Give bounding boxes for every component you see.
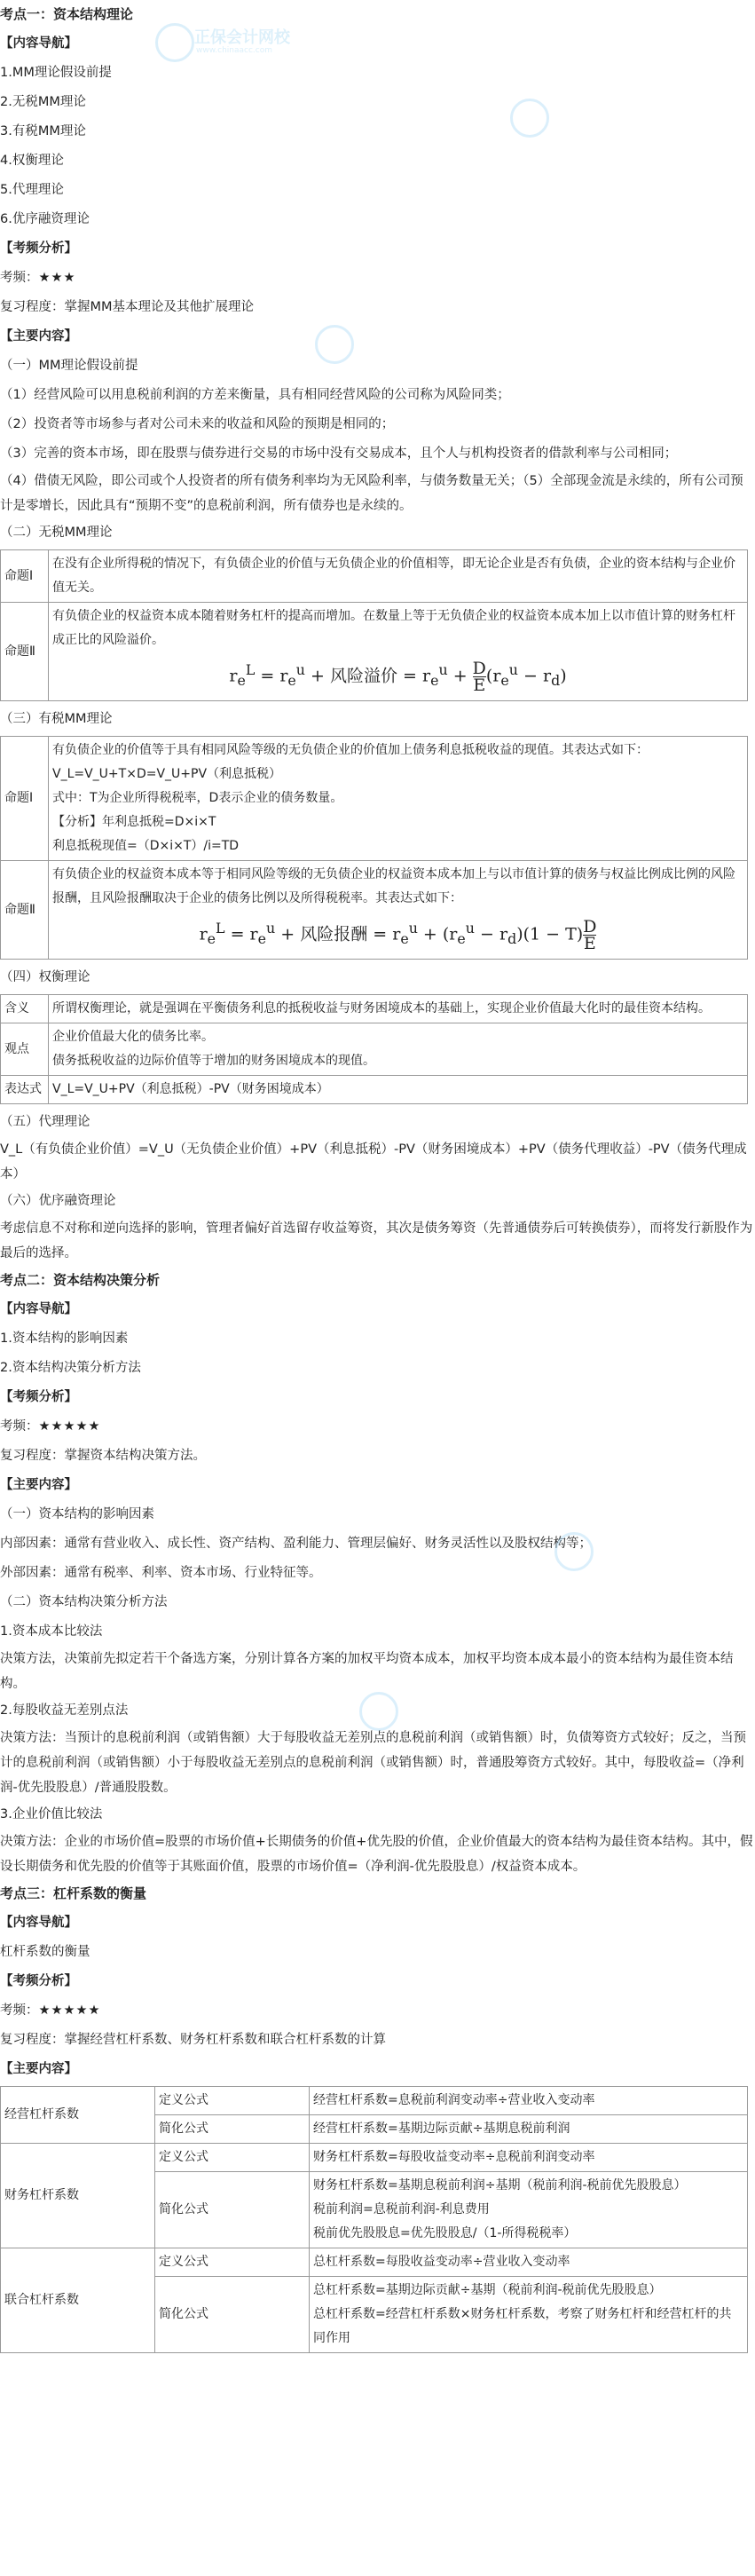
paragraph: 考虑信息不对称和逆向选择的影响，管理者偏好首选留存收益筹资，其次是债务筹资（先普通债券后可转换债券），而将发行新股作为最后的选择。 (0, 1221, 753, 1261)
review-level: 复习程度：掌握资本结构决策方法。 (0, 1449, 206, 1464)
frequency-stars: ★★★ (38, 271, 76, 285)
section-title: 考点一：资本结构理论 (0, 6, 134, 22)
nav-heading: 【内容导航】 (0, 1916, 77, 1931)
formula: $r_e^L = r_e^u$ + 风险报酬 = $r_e^u + (r_e^u - r_d)(1 - T)$ $\frac{D}{E}$ (199, 916, 597, 953)
subheading: （四）权衡理论 (0, 970, 90, 985)
table-cell (49, 1023, 748, 1076)
table-cell-label: 命题Ⅱ (1, 861, 49, 960)
line: 财务杠杆系数=基期息税前利润÷基期（税前利润-税前优先股股息） (313, 2178, 687, 2193)
section-title: 考点二：资本结构决策分析 (0, 1272, 161, 1289)
table-cell: 定义公式 (155, 2248, 310, 2277)
table-cell (49, 603, 748, 701)
paragraph: 决策方法，决策前先拟定若干个备选方案，分别计算各方案的加权平均资本成本，加权平均资本成本最小的资本结构为最佳资本结构。 (0, 1652, 734, 1692)
frequency-stars: ★★★★★ (38, 1419, 101, 1434)
exam-heading: 【考频分析】 (0, 1390, 77, 1405)
table-cell-label: 命题Ⅱ (1, 603, 49, 701)
frequency (0, 1996, 755, 2026)
table-row (1, 2144, 748, 2172)
table-cell: 在没有企业所得税的情况下，有负债企业的价值与无负债企业的价值相等，即无论企业是否有负债，企业的资本结构与企业价值无关。 (49, 550, 748, 603)
subheading: （三）有税MM理论 (0, 712, 113, 727)
frequency (0, 264, 755, 293)
formula: $r_e^L = r_e^u$ + 风险溢价 = $r_e^u$ + $\frac{D}{E}$ $(r_e^u - r_d)$ (229, 658, 567, 695)
assumption: （1）经营风险可以用息税前利润的方差来衡量，具有相同经营风险的公司称为风险同类； (0, 388, 510, 402)
table-cell-label: 含义 (1, 995, 49, 1023)
line: 利息抵税现值=（D×i×T）/i=TD (52, 839, 240, 854)
table-cell: 总杠杆系数=每股收益变动率÷营业收入变动率 (310, 2248, 748, 2277)
table-row (1, 550, 748, 603)
frequency (0, 1412, 755, 1442)
line: 有负债企业的价值等于具有相同风险等级的无负债企业的价值加上债务利息抵税收益的现值。其表达式如下： (52, 743, 649, 758)
subheading: （一）MM理论假设前提 (0, 359, 138, 373)
line: 税前利润=息税前利润-利息费用 (313, 2202, 490, 2217)
proposition-text: 有负债企业的权益资本成本随着财务杠杆的提高而增加。在数量上等于无负债企业的权益资本成本加上以市值计算的财务杠杆成正比的风险溢价。 (52, 609, 735, 647)
table-cell (49, 861, 748, 960)
table-cell-label: 联合杠杆系数 (1, 2248, 155, 2353)
subheading: （一）资本结构的影响因素 (0, 1507, 154, 1522)
table-cell (49, 737, 748, 861)
review-level: 复习程度：掌握MM基本理论及其他扩展理论 (0, 300, 255, 314)
paragraph: 决策方法：当预计的息税前利润（或销售额）大于每股收益无差别点的息税前利润（或销售额）时，负债筹资方式较好；反之，当预计的息税前利润（或销售额）小于每股收益无差别点的息税前利润（或销售额）时，普通股筹资方式较好。其中，每股收益=（净利润-优先股股息）/普通股股数。 (0, 1731, 746, 1796)
subheading: （二）无税MM理论 (0, 525, 113, 540)
paragraph: 内部因素：通常有营业收入、成长性、资产结构、盈利能力、管理层偏好、财务灵活性以及股权结构等； (0, 1537, 592, 1552)
table-cell-label: 命题Ⅰ (1, 737, 49, 861)
subheading: （五）代理理论 (0, 1115, 90, 1130)
table-cell: 经营杠杆系数=基期边际贡献÷基期息税前利润 (310, 2115, 748, 2144)
main-heading: 【主要内容】 (0, 1478, 77, 1493)
nav-heading: 【内容导航】 (0, 1302, 77, 1317)
proposition-text: 有负债企业的权益资本成本等于相同风险等级的无负债企业的权益资本成本加上与以市值计算的债务与权益比例成比例的风险报酬，且风险报酬取决于企业的债务比例以及所得税税率。其表达式如下： (52, 867, 735, 906)
nav-heading: 【内容导航】 (0, 36, 77, 51)
watermark-url: www.chinaacc.com (196, 46, 272, 55)
nav-item: 4.权衡理论 (0, 154, 64, 168)
line: 式中：T为企业所得税税率，D表示企业的债务数量。 (52, 791, 343, 806)
table-row (1, 1076, 748, 1104)
line: 总杠杆系数=基期边际贡献÷基期（税前利润-税前优先股股息） (313, 2283, 662, 2298)
table-cell-label: 命题Ⅰ (1, 550, 49, 603)
leverage-table (0, 2086, 748, 2353)
subheading: 2.每股收益无差别点法 (0, 1703, 129, 1719)
table-row (1, 995, 748, 1023)
table-cell: 所谓权衡理论，就是强调在平衡债务利息的抵税收益与财务困境成本的基础上，实现企业价值最大化时的最佳资本结构。 (49, 995, 748, 1023)
table-cell: 简化公式 (155, 2115, 310, 2144)
paragraph: 外部因素：通常有税率、利率、资本市场、行业特征等。 (0, 1566, 322, 1581)
table-cell: 简化公式 (155, 2277, 310, 2353)
nav-item: 3.有税MM理论 (0, 124, 86, 138)
section-title: 考点三：杠杆系数的衡量 (0, 1885, 147, 1902)
nav-item: 6.优序融资理论 (0, 212, 90, 226)
line: 债务抵税收益的边际价值等于增加的财务困境成本的现值。 (52, 1054, 375, 1069)
subheading: （六）优序融资理论 (0, 1194, 116, 1209)
table-row (1, 2087, 748, 2115)
frequency-stars: ★★★★★ (38, 2003, 101, 2019)
line: 税前优先股股息=优先股股息/（1-所得税税率） (313, 2226, 577, 2241)
table-cell: 简化公式 (155, 2172, 310, 2248)
table-cell: 经营杠杆系数=息税前利润变动率÷营业收入变动率 (310, 2087, 748, 2115)
nav-item: 2.无税MM理论 (0, 95, 86, 109)
line: 企业价值最大化的债务比率。 (52, 1030, 214, 1045)
tradeoff-table (0, 994, 748, 1104)
nav-item: 5.代理理论 (0, 183, 64, 197)
tax-table (0, 736, 748, 960)
nav-item: 1.MM理论假设前提 (0, 66, 112, 80)
watermark-text: 正保会计网校 (194, 28, 290, 47)
nav-item: 1.资本结构的影响因素 (0, 1331, 129, 1347)
line: 【分析】年利息抵税=D×i×T (52, 815, 216, 830)
main-heading: 【主要内容】 (0, 329, 77, 344)
review-level: 复习程度：掌握经营杠杆系数、财务杠杆系数和联合杠杆系数的计算 (0, 2033, 386, 2048)
line: V_L=V_U+T×D=V_U+PV（利息抵税） (52, 767, 282, 782)
table-row (1, 2248, 748, 2277)
table-cell-label: 经营杠杆系数 (1, 2087, 155, 2144)
table-cell: 定义公式 (155, 2087, 310, 2115)
subheading: 3.企业价值比较法 (0, 1807, 103, 1822)
paragraph: V_L（有负债企业价值）=V_U（无负债企业价值）+PV（利息抵税）-PV（财务困境成本）+PV（债务代理收益）-PV（债务代理成本） (0, 1142, 747, 1182)
frequency-label: 考频： (0, 1419, 39, 1434)
exam-heading: 【考频分析】 (0, 1974, 77, 1989)
frequency-label: 考频： (0, 271, 39, 285)
assumption: （2）投资者等市场参与者对公司未来的收益和风险的预期是相同的； (0, 417, 395, 431)
nav-item: 杠杆系数的衡量 (0, 1945, 90, 1960)
table-cell: 财务杠杆系数=每股收益变动率÷息税前利润变动率 (310, 2144, 748, 2172)
table-cell-label: 观点 (1, 1023, 49, 1076)
table-row (1, 1023, 748, 1076)
table-row (1, 603, 748, 701)
subheading: 1.资本成本比较法 (0, 1624, 103, 1640)
main-heading: 【主要内容】 (0, 2062, 77, 2077)
paragraph: 决策方法：企业的市场价值=股票的市场价值+长期债务的价值+优先股的价值，企业价值最大的资本结构为最佳资本结构。其中，假设长期债务和优先股的价值等于其账面价值，股票的市场价值=（净利润-优先股股息）/权益资本成本。 (0, 1835, 753, 1875)
table-cell: 定义公式 (155, 2144, 310, 2172)
notax-table (0, 549, 748, 701)
line: 总杠杆系数=经营杠杆系数×财务杠杆系数，考察了财务杠杆和经营杠杆的共同作用 (313, 2307, 732, 2346)
table-cell (310, 2277, 748, 2353)
table-row (1, 861, 748, 960)
nav-item: 2.资本结构决策分析方法 (0, 1361, 141, 1376)
table-cell-label: 表达式 (1, 1076, 49, 1104)
table-cell (310, 2172, 748, 2248)
exam-heading: 【考频分析】 (0, 241, 77, 256)
assumption: （4）借债无风险，即公司或个人投资者的所有债务利率均为无风险利率，与债务数量无关；（5）全部现金流是永续的，所有公司预计是零增长，因此具有“预期不变”的息税前利润，所有债券也是永续的。 (0, 474, 743, 513)
table-row (1, 737, 748, 861)
assumption: （3）完善的资本市场，即在股票与债券进行交易的市场中没有交易成本，且个人与机构投资者的借款利率与公司相同； (0, 446, 678, 461)
frequency-label: 考频： (0, 2003, 39, 2019)
table-cell: V_L=V_U+PV（利息抵税）-PV（财务困境成本） (49, 1076, 748, 1104)
subheading: （二）资本结构决策分析方法 (0, 1595, 168, 1610)
table-cell-label: 财务杠杆系数 (1, 2144, 155, 2248)
